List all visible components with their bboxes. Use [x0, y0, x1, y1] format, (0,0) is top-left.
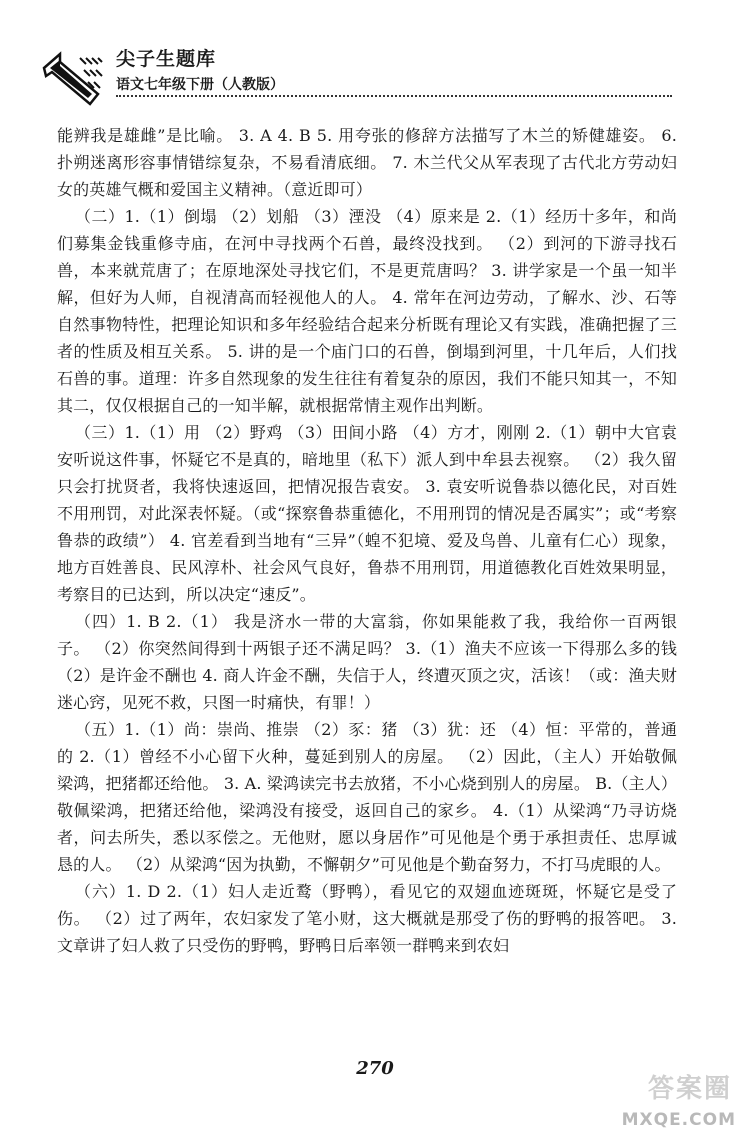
book-subtitle: 语文七年级下册（人教版）: [116, 77, 284, 93]
answer-paragraph: 能辨我是雄雌”是比喻。 3. A 4. B 5. 用夸张的修辞方法描写了木兰的矫健雄姿。 6. 扑朔迷离形容事情错综复杂，不易看清底细。 7. 木兰代父从军表现了古代北方劳动妇女的英雄气概和爱国主义精神。（意近即可）: [57, 126, 677, 199]
answer-content: [57, 122, 677, 959]
answer-paragraph: （四）1. B 2.（1） 我是济水一带的大富翁，你如果能救了我，我给你一百两银子。 （2）你突然间得到十两银子还不满足吗？ 3.（1）渔夫不应该一下得那么多的钱 （2）是许金不酬也 4. 商人许金不酬，失信于人，终遭灭顶之灾，活该！（或：渔夫财迷心窍，见死不救，只图一时痛快，有罪！）: [57, 612, 677, 712]
answer-paragraph: （三）1.（1）用 （2）野鸡 （3）田间小路 （4）方才，刚刚 2.（1）朝中大官袁安听说这件事，怀疑它不是真的，暗地里（私下）派人到中牟县去视察。 （2）我久留只会打扰贤者，我将快速返回，把情况报告袁安。 3. 袁安听说鲁恭以德化民，对百姓不用刑罚，对此深表怀疑。（或“探察鲁恭重德化，不用刑罚的情况是否属实”；或“考察鲁恭的政绩”） 4. 官差看到当地有“三异”（蝗不犯境、爱及鸟兽、儿童有仁心）现象，地方百姓善良、民风淳朴、社会风气良好，鲁恭不用刑罚，用道德教化百姓效果明显，考察目的已达到，所以决定“速反”。: [57, 423, 677, 604]
watermark-text: MXQE.COM: [621, 1110, 736, 1130]
book-title: 尖子生题库: [116, 48, 217, 70]
answer-paragraph: （五）1.（1）尚：崇尚、推崇 （2）豕：猪 （3）犹：还 （4）恒：平常的，普通的 2.（1）曾经不小心留下火种，蔓延到别人的房屋。 （2）因此，（主人）开始敬佩梁鸿，把猪都还给他。 3. A. 梁鸿读完书去放猪，不小心烧到别人的房屋。 B.（主人）敬佩梁鸿，把猪还给他，梁鸿没有接受，返回自己的家乡。 4.（1）从梁鸿“乃寻访烧者，问去所失，悉以豕偿之。无他财，愿以身居作”可见他是个勇于承担责任、忠厚诚恳的人。 （2）从梁鸿“因为执勤，不懈朝夕”可见他是个勤奋努力，不打马虎眼的人。: [57, 720, 677, 874]
page-number: 270: [356, 1058, 394, 1079]
answer-paragraph: （二）1.（1）倒塌 （2）划船 （3）湮没 （4）原来是 2.（1）经历十多年，和尚们募集金钱重修寺庙，在河中寻找两个石兽，最终没找到。 （2）到河的下游寻找石兽，本来就荒唐了；在原地深处寻找它们，不是更荒唐吗？ 3. 讲学家是一个虽一知半解，但好为人师，自视清高而轻视他人的人。 4. 常年在河边劳动，了解水、沙、石等自然事物特性，把理论知识和多年经验结合起来分析既有理论又有实践，准确把握了三者的性质及相互关系。 5. 讲的是一个庙门口的石兽，倒塌到河里，十几年后，人们找石兽的事。道理：许多自然现象的发生往往有着复杂的原因，我们不能只知其一，不知其二，仅仅根据自己的一知半解，就根据常情主观作出判断。: [57, 207, 677, 415]
watermark-logo-text: 答案圈: [647, 1074, 732, 1104]
arrow-book-icon: [40, 50, 106, 116]
answer-paragraph: （六）1. D 2.（1）妇人走近鹜（野鸭），看见它的双翅血迹斑斑，怀疑它是受了伤。 （2）过了两年，农妇家发了笔小财，这大概就是那受了伤的野鸭的报答吧。 3. 文章讲了妇人救了只受伤的野鸭，野鸭日后率领一群鸭来到农妇: [57, 882, 677, 955]
watermark: [608, 1068, 742, 1134]
page-header: [0, 0, 750, 112]
header-divider: [116, 95, 672, 97]
